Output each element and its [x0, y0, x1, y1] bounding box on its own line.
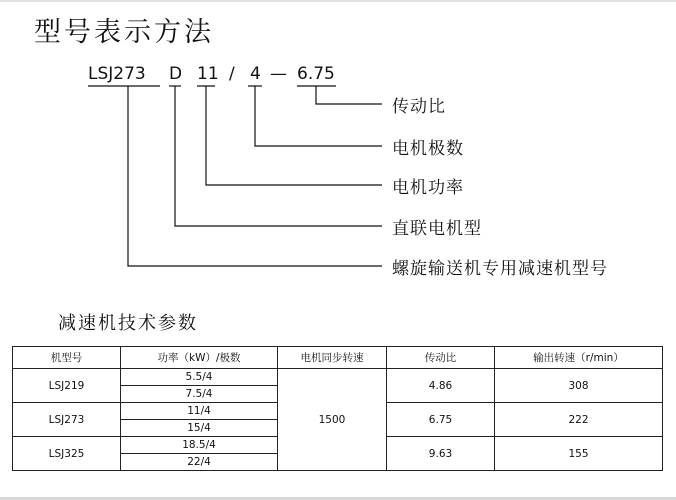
table-title: 减速机技术参数	[58, 313, 198, 334]
cell-power: 15/4	[121, 420, 278, 437]
legend-base: 螺旋输送机专用减速机型号	[392, 259, 608, 279]
cell-ratio: 9.63	[387, 437, 495, 471]
cell-output-speed: 155	[495, 437, 663, 471]
header-power: 功率（kW）/极数	[121, 347, 278, 369]
header-output-speed: 输出转速（r/min）	[495, 347, 663, 369]
code-motor-type: D	[169, 64, 183, 84]
legend-power: 电机功率	[392, 178, 464, 198]
legend-ratio: 传动比	[392, 97, 446, 117]
legend-poles: 电机极数	[392, 139, 464, 159]
header-ratio: 传动比	[387, 347, 495, 369]
leader-power	[206, 86, 382, 185]
table-row	[13, 369, 663, 386]
cell-power: 22/4	[121, 454, 278, 471]
leader-poles	[255, 86, 382, 146]
code-base: LSJ273	[88, 64, 146, 84]
cell-output-speed: 222	[495, 403, 663, 437]
cell-ratio: 4.86	[387, 369, 495, 403]
cell-power: 5.5/4	[121, 369, 278, 386]
page-title: 型号表示方法	[34, 17, 214, 48]
table-header-row	[13, 347, 663, 369]
code-poles: 4	[250, 64, 261, 84]
code-ratio: 6.75	[297, 64, 335, 84]
leader-ratio	[316, 86, 382, 104]
code-dash: —	[270, 64, 287, 84]
code-slash: /	[229, 64, 235, 84]
spec-table	[12, 346, 663, 471]
cell-sync-speed: 1500	[278, 369, 387, 471]
code-power: 11	[197, 64, 219, 84]
cell-power: 7.5/4	[121, 386, 278, 403]
cell-model: LSJ273	[13, 403, 121, 437]
cell-output-speed: 308	[495, 369, 663, 403]
header-sync-speed: 电机同步转速	[278, 347, 387, 369]
legend-motor-type: 直联电机型	[392, 219, 482, 239]
cell-power: 18.5/4	[121, 437, 278, 454]
cell-ratio: 6.75	[387, 403, 495, 437]
cell-model: LSJ325	[13, 437, 121, 471]
cell-power: 11/4	[121, 403, 278, 420]
header-model: 机型号	[13, 347, 121, 369]
cell-model: LSJ219	[13, 369, 121, 403]
